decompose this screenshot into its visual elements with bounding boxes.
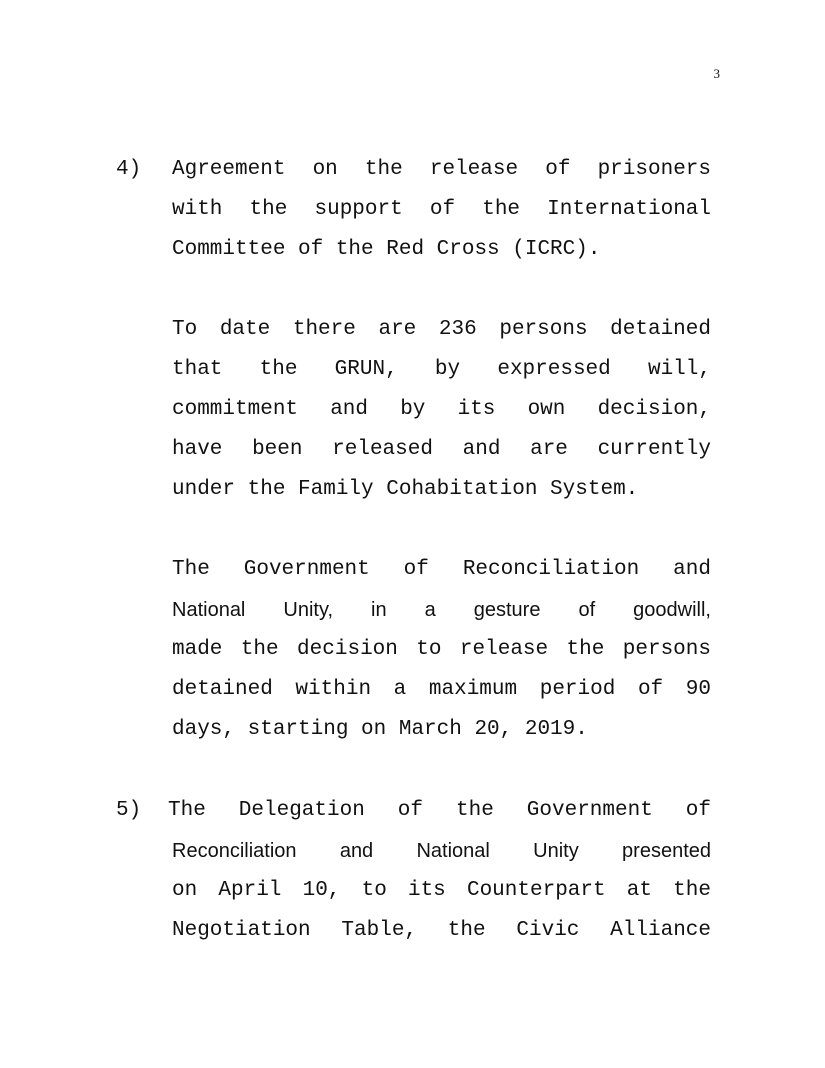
paragraph-line: National Unity, in a gesture of goodwill,	[172, 599, 711, 621]
paragraph-line: The Delegation of the Government of	[168, 799, 711, 822]
paragraph-line: The Government of Reconciliation and	[172, 558, 711, 581]
paragraph-line: commitment and by its own decision,	[172, 398, 711, 421]
paragraph-line: have been released and are currently	[172, 438, 711, 461]
paragraph-line: on April 10, to its Counterpart at the	[172, 879, 711, 902]
paragraph-line: Reconciliation and National Unity presented	[172, 840, 711, 862]
paragraph-line: Agreement on the release of prisoners	[172, 158, 711, 181]
page-number: 3	[713, 66, 720, 81]
paragraph-line: under the Family Cohabitation System.	[172, 478, 639, 501]
paragraph-line: with the support of the International	[172, 198, 711, 221]
paragraph-line: Committee of the Red Cross (ICRC).	[172, 238, 601, 261]
paragraph-line: detained within a maximum period of 90	[172, 678, 711, 701]
paragraph-line: To date there are 236 persons detained	[172, 318, 711, 341]
paragraph-line: made the decision to release the persons	[172, 638, 711, 661]
paragraph-line: that the GRUN, by expressed will,	[172, 358, 711, 381]
item-number-5: 5)	[116, 799, 142, 822]
paragraph-line: Negotiation Table, the Civic Alliance	[172, 919, 711, 942]
paragraph-line: days, starting on March 20, 2019.	[172, 718, 588, 741]
item-number-4: 4)	[116, 158, 142, 181]
